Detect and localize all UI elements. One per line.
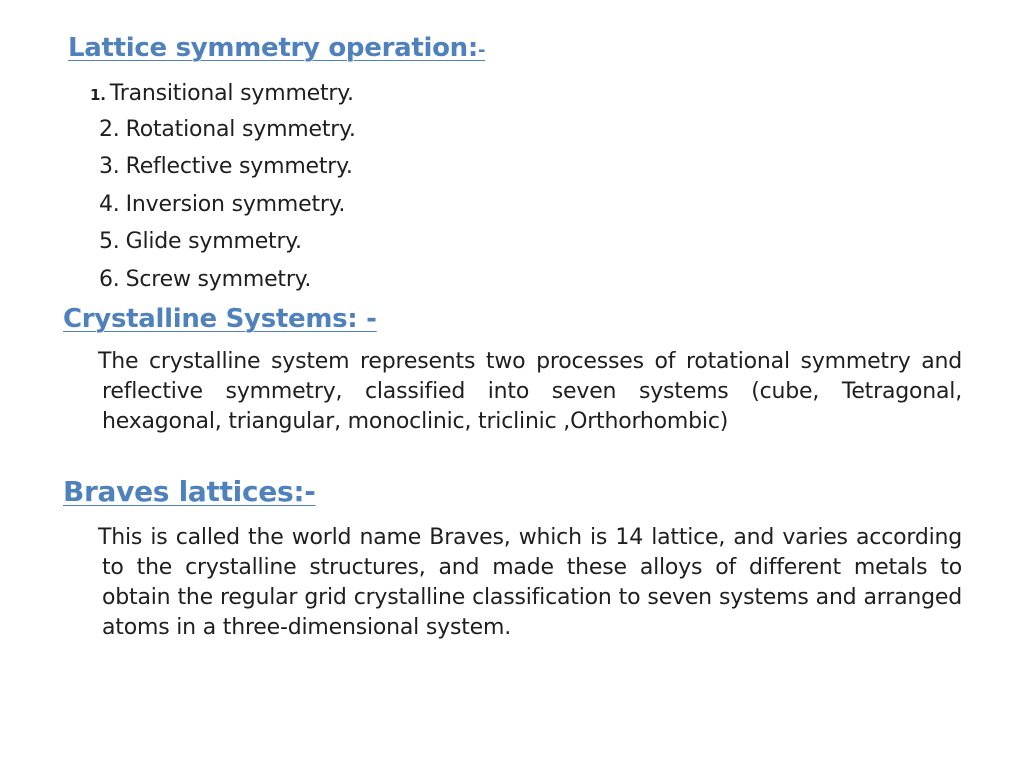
heading-crystalline-systems: Crystalline Systems: - [63, 304, 377, 334]
heading-lattice-dash: - [477, 40, 486, 61]
heading-lattice-symmetry [68, 33, 485, 63]
list-item-number: 5. [99, 229, 120, 254]
list-item-text: Screw symmetry. [125, 267, 312, 292]
heading-lattice-text: Lattice symmetry operation: [68, 33, 478, 63]
list-item-number: 1. [90, 86, 106, 104]
list-item-number: 6. [99, 267, 120, 292]
list-item-reflective [99, 154, 353, 179]
list-item-glide [99, 229, 302, 254]
list-item-text: Inversion symmetry. [125, 192, 346, 217]
list-item-number: 4. [99, 192, 120, 217]
paragraph-crystalline-systems: The crystalline system represents two processes of rotational symmetry and reflective symmetry, classified into seven systems (cube, Tetragonal, hexagonal, triangular, monoclinic, triclinic ,Orthorhombic) [98, 349, 962, 434]
list-item-text: Glide symmetry. [125, 229, 302, 254]
list-item-transitional [90, 81, 354, 106]
list-item-number: 2. [99, 117, 120, 142]
list-item-screw [99, 267, 311, 292]
paragraph-braves-lattices: This is called the world name Braves, which is 14 lattice, and varies according to the crystalline structures, and made these alloys of different metals to obtain the regular grid crystalline classification to seven systems and arranged atoms in a three-dimensional system. [98, 525, 962, 640]
list-item-text: Reflective symmetry. [125, 154, 353, 179]
list-item-inversion [99, 192, 345, 217]
list-item-text: Transitional symmetry. [109, 81, 354, 106]
list-item-rotational [99, 117, 356, 142]
list-item-number: 3. [99, 154, 120, 179]
list-item-text: Rotational symmetry. [125, 117, 356, 142]
heading-braves-lattices: Braves lattices:- [63, 475, 316, 508]
